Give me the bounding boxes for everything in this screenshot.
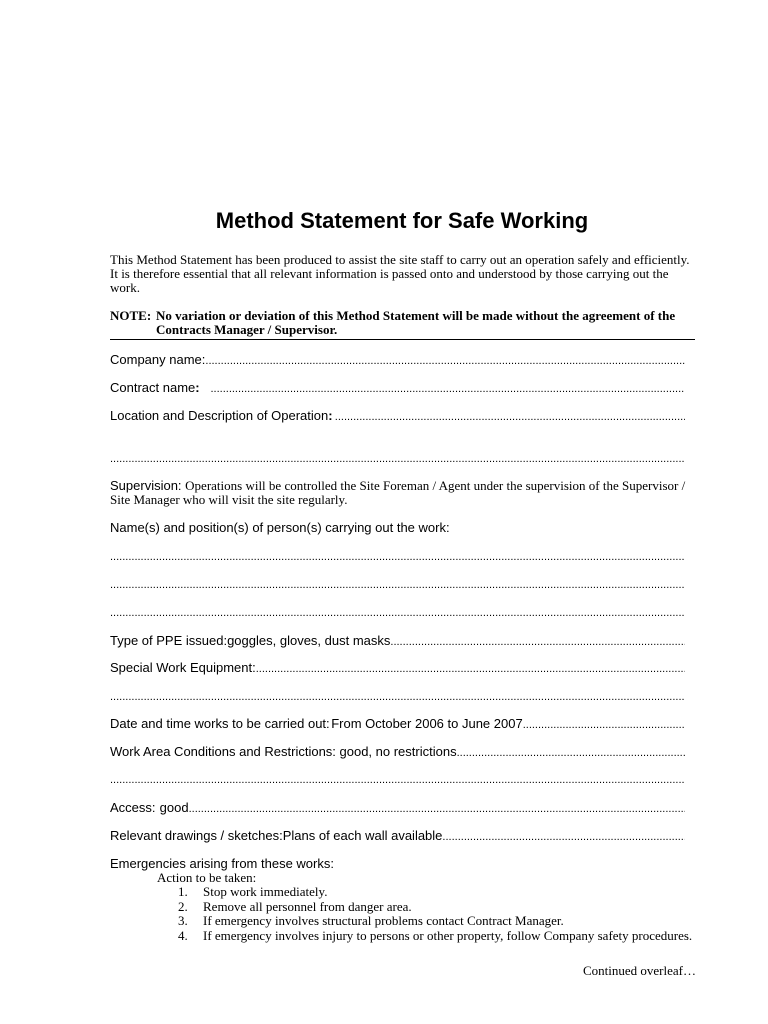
- persons-label: Name(s) and position(s) of person(s) carrying out the work:: [110, 520, 450, 535]
- work-area-dotted-line[interactable]: [457, 745, 685, 761]
- note-label: NOTE:: [110, 308, 152, 323]
- location-continuation-dotted-line[interactable]: [110, 451, 685, 467]
- equipment-label: Special Work Equipment:: [110, 660, 256, 675]
- supervision-text: Operations will be controlled the Site Foreman / Agent under the supervision of the Supervisor / Site Manager who will visit the site regularly.: [110, 478, 686, 507]
- work-area-continuation-field[interactable]: [110, 772, 685, 788]
- supervision-label: Supervision:: [110, 478, 186, 493]
- equipment-dotted-line[interactable]: [256, 661, 685, 677]
- ppe-value[interactable]: goggles, gloves, dust masks: [227, 633, 391, 648]
- contract-name-label: Contract name: [110, 380, 196, 395]
- note-block: [110, 309, 695, 337]
- equipment-continuation-dotted-line[interactable]: [110, 689, 685, 705]
- persons-line-3[interactable]: [110, 605, 685, 621]
- equipment-field[interactable]: [110, 660, 685, 676]
- location-dotted-line[interactable]: [335, 409, 685, 425]
- step-number: 3.: [178, 913, 188, 928]
- access-label: Access:: [110, 800, 156, 815]
- persons-dotted-line[interactable]: [110, 605, 685, 621]
- page-title: Method Statement for Safe Working: [215, 208, 589, 233]
- work-area-continuation-dotted-line[interactable]: [110, 772, 685, 788]
- persons-line-2[interactable]: [110, 577, 685, 593]
- drawings-label: Relevant drawings / sketches:: [110, 828, 283, 843]
- action-label: Action to be taken:: [157, 870, 257, 885]
- company-name-dotted-line[interactable]: [205, 353, 685, 369]
- persons-dotted-line[interactable]: [110, 577, 685, 593]
- access-value[interactable]: good: [159, 800, 189, 815]
- horizontal-divider: [110, 339, 695, 340]
- list-item: [178, 929, 692, 944]
- contract-name-field[interactable]: [110, 380, 685, 396]
- contract-name-dotted-line[interactable]: [210, 381, 685, 397]
- location-colon: :: [328, 408, 333, 423]
- step-text: If emergency involves structural problems contact Contract Manager.: [203, 913, 564, 928]
- drawings-dotted-line[interactable]: [442, 829, 685, 845]
- date-time-dotted-line[interactable]: [523, 717, 685, 733]
- note-text: No variation or deviation of this Method Statement will be made without the agreement of the Contracts Manager / Supervisor.: [156, 308, 676, 337]
- continued-overleaf-text: Continued overleaf…: [583, 963, 696, 978]
- ppe-field[interactable]: [110, 633, 685, 649]
- location-continuation-field[interactable]: [110, 451, 685, 467]
- persons-line-1[interactable]: [110, 549, 685, 565]
- drawings-value[interactable]: Plans of each wall available: [282, 828, 443, 843]
- supervision-block: [110, 479, 690, 507]
- list-item: [178, 900, 692, 915]
- location-field[interactable]: [110, 408, 685, 424]
- date-time-label: Date and time works to be carried out:: [110, 716, 330, 731]
- company-name-field[interactable]: [110, 352, 685, 368]
- access-field[interactable]: [110, 800, 685, 816]
- work-area-field[interactable]: [110, 744, 685, 760]
- list-item: [178, 914, 692, 929]
- location-label: Location and Description of Operation: [110, 408, 329, 423]
- equipment-continuation-field[interactable]: [110, 689, 685, 705]
- ppe-dotted-line[interactable]: [390, 634, 685, 650]
- step-number: 4.: [178, 927, 188, 943]
- date-time-field[interactable]: [110, 716, 685, 732]
- company-name-label: Company name:: [110, 352, 206, 367]
- emergency-steps-list: [178, 885, 692, 943]
- work-area-value[interactable]: good, no restrictions: [339, 744, 457, 759]
- access-dotted-line[interactable]: [189, 801, 685, 817]
- work-area-label: Work Area Conditions and Restrictions:: [110, 744, 336, 759]
- step-text: Stop work immediately.: [203, 884, 328, 899]
- intro-paragraph: This Method Statement has been produced to assist the site staff to carry out an operation safely and efficiently. It is therefore essential that all relevant information is passed onto and understood by those carrying out the work.: [110, 252, 690, 295]
- persons-dotted-line[interactable]: [110, 549, 685, 565]
- contract-name-colon: :: [195, 380, 200, 395]
- emergencies-label: Emergencies arising from these works:: [110, 856, 334, 871]
- list-item: [178, 885, 692, 900]
- date-time-value[interactable]: From October 2006 to June 2007: [331, 716, 523, 731]
- step-number: 2.: [178, 898, 188, 914]
- ppe-label: Type of PPE issued:: [110, 633, 228, 648]
- step-text: Remove all personnel from danger area.: [203, 898, 412, 914]
- drawings-field[interactable]: [110, 828, 685, 844]
- step-text: If emergency involves injury to persons or other property, follow Company safety procedures.: [203, 927, 693, 943]
- step-number: 1.: [178, 884, 188, 899]
